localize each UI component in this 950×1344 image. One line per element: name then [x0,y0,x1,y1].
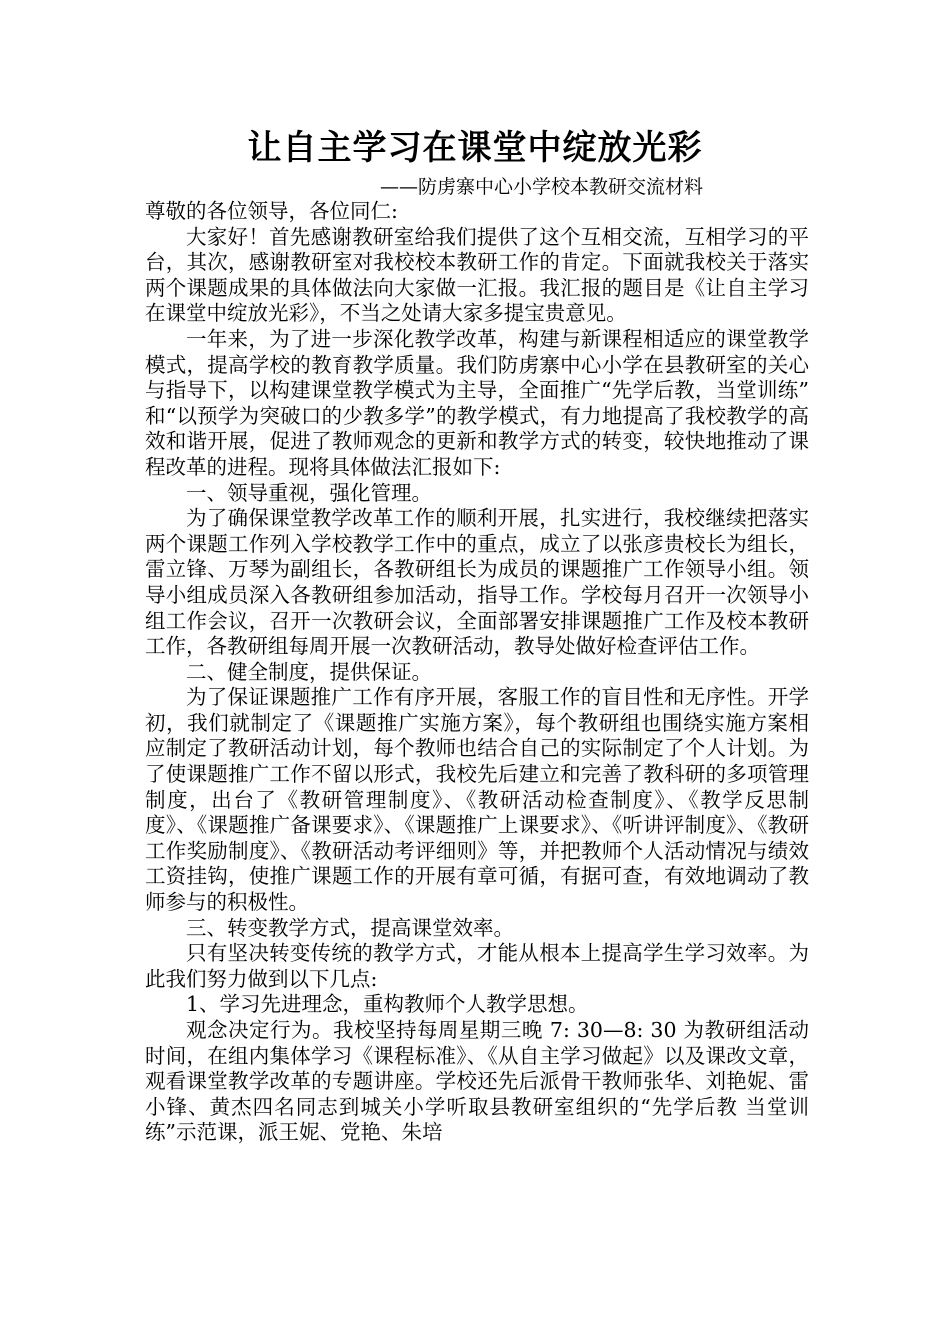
subsection-heading: 1、学习先进理念，重构教师个人教学思想。 [186,992,589,1017]
paragraph: 为了确保课堂教学改革工作的顺利开展，扎实进行，我校继续把落实两个课题工作列入学校教学工作中的重点，成立了以张彦贵校长为组长，雷立锋、万琴为副组长，各教研组长为成员的课题推广工作领导小组。领导小组成员深入各教研组参加活动，指导工作。学校每月召开一次领导小组工作会议，召开一次教研会议，全面部署安排课题推广工作及校本教研工作，各教研组每周开展一次教研活动，教导处做好检查评估工作。 [145,506,809,659]
document-body [145,199,830,1146]
section-heading: 三、转变教学方式，提高课堂效率。 [186,915,514,940]
document-title: 让自主学习在课堂中绽放光彩 [247,128,703,168]
paragraph: 观念决定行为。我校坚持每周星期三晚 7: 30—8: 30 为教研组活动时间，在组内集体学习《课程标准》、《从自主学习做起》以及课改文章，观看课堂教学改革的专题讲座。学校还先后派骨干教师张华、刘艳妮、雷小锋、黄杰四名同志到城关小学听取县教研室组织的“先学后教 当堂训练”示范课，派王妮、党艳、朱培 [145,1018,809,1145]
paragraph: 一年来，为了进一步深化教学改革，构建与新课程相适应的课堂教学模式，提高学校的教育教学质量。我们防虏寨中心小学在县教研室的关心与指导下，以构建课堂教学模式为主导，全面推广“先学后教，当堂训练” 和“以预学为突破口的少教多学”的教学模式，有力地提高了我校教学的高效和谐开展，促进了教师观念的更新和教学方式的转变，较快地推动了课程改革的进程。现将具体做法汇报如下: [145,326,830,479]
document-subtitle: ——防虏寨中心小学校本教研交流材料 [380,176,704,198]
paragraph: 为了保证课题推广工作有序开展，客服工作的盲目性和无序性。开学初，我们就制定了《课题推广实施方案》，每个教研组也围绕实施方案相应制定了教研活动计划，每个教师也结合自己的实际制定了个人计划。为了使课题推广工作不留以形式，我校先后建立和完善了教科研的多项管理制度，出台了《教研管理制度》、《教研活动检查制度》、《教学反思制度》、《课题推广备课要求》、《课题推广上课要求》、《听讲评制度》、《教研工作奖励制度》、《教研活动考评细则》等，并把教师个人活动情况与绩效工资挂钩，使推广课题工作的开展有章可循，有据可查，有效地调动了教师参与的积极性。 [145,685,809,915]
paragraph: 只有坚决转变传统的教学方式，才能从根本上提高学生学习效率。为此我们努力做到以下几点: [145,941,809,991]
paragraph: 大家好！首先感谢教研室给我们提供了这个互相交流，互相学习的平台，其次，感谢教研室对我校校本教研工作的肯定。下面就我校关于落实两个课题成果的具体做法向大家做一汇报。我汇报的题目是《让自主学习在课堂中绽放光彩》，不当之处请大家多提宝贵意见。 [145,224,809,326]
salutation: 尊敬的各位领导，各位同仁: [145,199,398,223]
section-heading: 一、领导重视，强化管理。 [186,480,432,505]
section-heading: 二、健全制度，提供保证。 [186,659,432,684]
